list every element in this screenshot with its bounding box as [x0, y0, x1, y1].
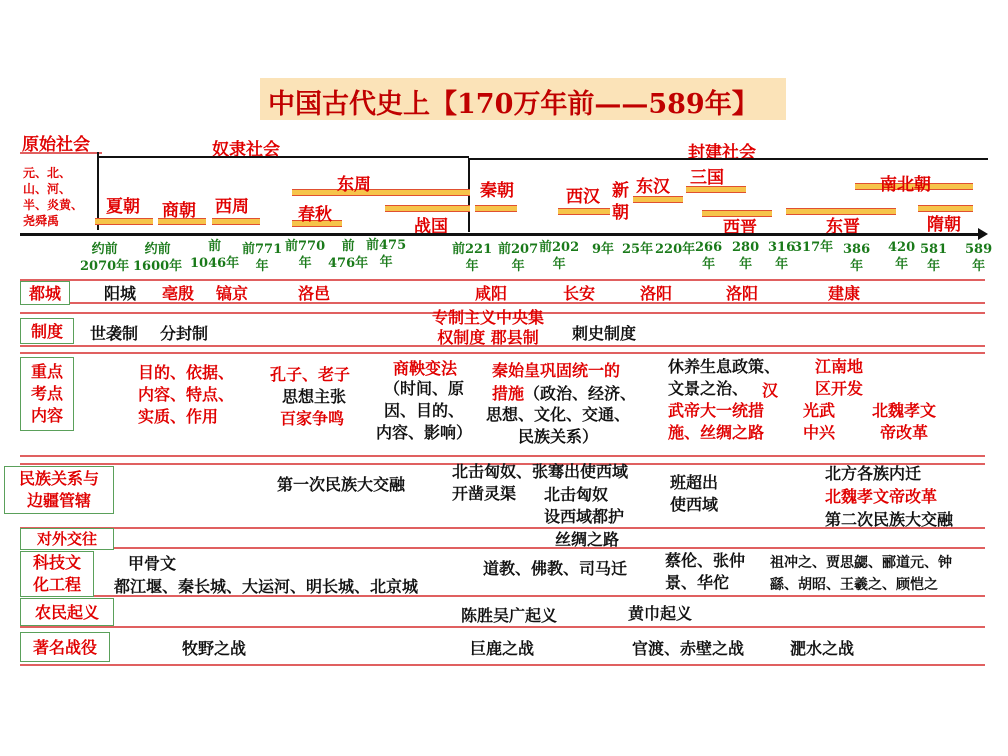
tech-item: 甲骨文	[128, 554, 177, 573]
battle-item: 淝水之战	[790, 639, 855, 658]
battle-item: 官渡、赤壁之战	[632, 639, 745, 658]
year-label: 前207 年	[498, 242, 539, 274]
xia-bar	[95, 218, 153, 225]
era-nanbeichao: 南北朝	[880, 175, 931, 195]
row-divider	[20, 626, 985, 628]
era-chunqiu: 春秋	[298, 205, 332, 225]
year-label: 266 年	[695, 240, 723, 272]
ethnic-item: 班超出 使西域	[670, 473, 719, 514]
year-label: 前 476年	[328, 239, 369, 271]
row-divider	[20, 455, 985, 457]
year-label: 前 1046年	[190, 239, 240, 271]
battle-item: 巨鹿之战	[470, 639, 535, 658]
peasant-item: 黄巾起义	[628, 604, 693, 623]
key-item: 措施	[492, 384, 525, 403]
slave-line	[97, 156, 469, 158]
label-tech-culture: 科技文 化工程	[20, 551, 94, 597]
dongzhou-bar	[292, 189, 470, 196]
era-shang: 商朝	[162, 201, 196, 221]
system-item: 分封制	[160, 324, 209, 343]
ethnic-item: 北方各族内迁	[825, 464, 922, 483]
row-divider	[20, 352, 985, 354]
system-item: 世袭制	[90, 324, 139, 343]
era-xijin: 西晋	[723, 218, 757, 238]
capital-item: 镐京	[216, 284, 249, 303]
era-donghan: 东汉	[636, 177, 670, 197]
year-label: 317年	[793, 240, 834, 255]
year-label: 约前 1600年	[133, 242, 183, 274]
era-qin: 秦朝	[480, 181, 514, 201]
donghan-bar	[633, 196, 683, 203]
era-xia: 夏朝	[106, 197, 140, 217]
key-item: 江南地 区开发	[815, 357, 864, 398]
key-item: 汉	[762, 381, 779, 400]
xizhou-bar	[212, 218, 260, 225]
year-label: 316 年	[768, 240, 796, 272]
era-dongzhou: 东周	[337, 175, 371, 195]
year-label: 前221 年	[452, 242, 493, 274]
ethnic-item: 第一次民族大交融	[277, 475, 406, 494]
primitive-society-label: 原始社会	[22, 135, 90, 155]
year-label: 581 年	[920, 242, 948, 274]
label-system: 制度	[20, 318, 74, 344]
peasant-item: 陈胜吴广起义	[461, 606, 558, 625]
capital-item: 阳城	[104, 284, 137, 303]
page-title: 中国古代史上【170万年前——589年】	[268, 89, 759, 120]
qin-bar	[475, 205, 517, 212]
era-sanguo: 三国	[690, 168, 724, 188]
year-label: 前771 年	[242, 242, 283, 274]
xihan-bar	[558, 208, 610, 215]
tech-item: 蔡伦、张仲 景、华佗	[665, 551, 746, 592]
key-item: 目的、依据、 内容、特点、 实质、作用	[138, 363, 235, 426]
key-item: 光武 中兴	[803, 401, 836, 442]
zhanguo-bar	[385, 205, 470, 212]
year-label: 420 年	[888, 240, 916, 272]
year-label: 前475 年	[366, 238, 407, 270]
key-item: 武帝大一统措 施、丝绸之路	[668, 401, 765, 442]
row-divider	[20, 664, 985, 666]
era-zhanguo: 战国	[414, 217, 448, 237]
year-label: 280 年	[732, 240, 760, 272]
tech-item: 都江堰、秦长城、大运河、明长城、北京城	[114, 577, 419, 596]
label-key-content: 重点 考点 内容	[20, 357, 74, 431]
era-xin: 新 朝	[612, 181, 629, 223]
capital-item: 长安	[563, 284, 596, 303]
label-ethnic-relations: 民族关系与 边疆管辖	[4, 466, 114, 514]
capital-item: 洛邑	[298, 284, 331, 303]
battle-item: 牧野之战	[182, 639, 247, 658]
slave-society-label: 奴隶社会	[212, 140, 280, 160]
year-label: 前770 年	[285, 239, 326, 271]
ethnic-item: 第二次民族大交融	[825, 510, 954, 529]
key-item: 秦始皇巩固统一的	[492, 361, 621, 380]
timeline-arrow-icon	[978, 228, 988, 240]
key-item: 商鞅变法	[393, 359, 458, 378]
key-item: 百家争鸣	[280, 409, 345, 428]
feudal-line	[468, 158, 988, 160]
era-dongjin: 东晋	[826, 217, 860, 237]
tech-item: 祖冲之、贾思勰、郦道元、钟 繇、胡昭、王羲之、顾恺之	[770, 555, 952, 593]
year-label: 约前 2070年	[80, 242, 130, 274]
ethnic-item: 北击匈奴、张骞出使西域 开凿灵渠	[452, 462, 629, 503]
capital-item: 洛阳	[726, 284, 759, 303]
key-item: 思想主张	[282, 387, 347, 406]
capital-item: 亳殷	[162, 284, 195, 303]
feudal-society-label: 封建社会	[688, 143, 756, 163]
year-label: 25年	[622, 242, 654, 257]
year-label: 前202 年	[539, 240, 580, 272]
key-item: 孔子、老子	[270, 365, 351, 384]
key-item: 北魏孝文 帝改革	[872, 401, 937, 442]
key-item: 思想、文化、交通、 民族关系）	[486, 405, 631, 446]
era-xihan: 西汉	[566, 187, 600, 207]
tech-item: 道教、佛教、司马迁	[483, 559, 628, 578]
capital-item: 咸阳	[475, 284, 508, 303]
label-foreign-exchange: 对外交往	[20, 528, 114, 550]
label-famous-battles: 著名战役	[20, 632, 110, 662]
year-label: 589 年	[965, 242, 993, 274]
system-item: 专制主义中央集 权制度 郡县制	[432, 308, 545, 347]
era-xizhou: 西周	[215, 197, 249, 217]
timeline-axis	[20, 233, 982, 236]
row-divider	[20, 547, 985, 549]
ethnic-item: 北击匈奴 设西域都护	[544, 485, 625, 526]
legend-text: 元、北、 山、河、 半、炎黄、 尧舜禹	[23, 166, 84, 228]
key-item: （政治、经济、	[524, 384, 637, 403]
system-item: 刺史制度	[572, 324, 637, 343]
primitive-underline	[20, 152, 102, 154]
year-label: 386 年	[843, 242, 871, 274]
key-item: （时间、原 因、目的、 内容、影响）	[376, 379, 473, 442]
label-capital: 都城	[20, 281, 70, 305]
year-label: 9年	[592, 242, 615, 257]
era-sui: 隋朝	[927, 215, 961, 235]
capital-item: 建康	[828, 284, 861, 303]
key-item: 休养生息政策、 文景之治、	[668, 357, 781, 398]
ethnic-item: 北魏孝文帝改革	[825, 487, 938, 506]
year-label: 220年	[655, 242, 696, 257]
capital-item: 洛阳	[640, 284, 673, 303]
label-peasant-uprising: 农民起义	[20, 598, 114, 626]
foreign-item: 丝绸之路	[555, 530, 620, 549]
